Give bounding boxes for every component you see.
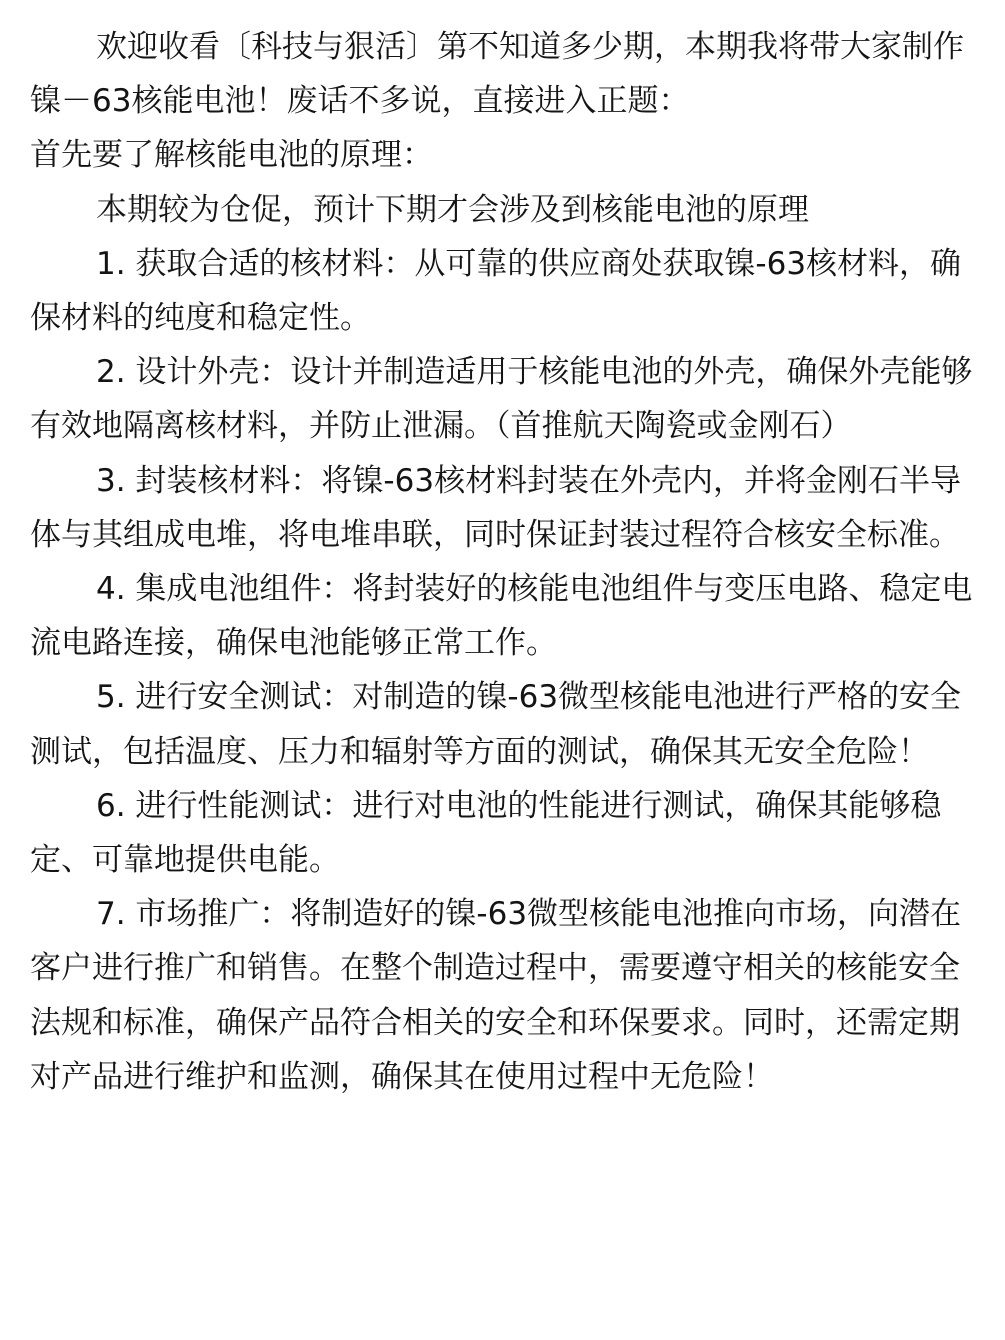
article-body bbox=[30, 20, 985, 1104]
step-7: 7. 市场推广：将制造好的镍-63微型核能电池推向市场，向潜在客户进行推广和销售。在整个制造过程中，需要遵守相关的核能安全法规和标准，确保产品符合相关的安全和环保要求。同时，还需定期对产品进行维护和监测，确保其在使用过程中无危险！ bbox=[30, 896, 962, 1095]
principle-note: 本期较为仓促，预计下期才会涉及到核能电池的原理 bbox=[96, 191, 809, 228]
principle-heading: 首先要了解核能电池的原理： bbox=[30, 137, 433, 174]
step-4: 4. 集成电池组件：将封装好的核能电池组件与变压电路、稳定电流电路连接，确保电池能够正常工作。 bbox=[30, 571, 973, 662]
step-3: 3. 封装核材料：将镍-63核材料封装在外壳内，并将金刚石半导体与其组成电堆，将电堆串联，同时保证封装过程符合核安全标准。 bbox=[30, 462, 962, 553]
step-1: 1. 获取合适的核材料：从可靠的供应商处获取镍-63核材料，确保材料的纯度和稳定性。 bbox=[30, 245, 962, 337]
step-2: 2. 设计外壳：设计并制造适用于核能电池的外壳，确保外壳能够有效地隔离核材料，并防止泄漏。（首推航天陶瓷或金刚石） bbox=[30, 354, 973, 445]
intro-paragraph: 欢迎收看〔科技与狠活〕第不知道多少期，本期我将带大家制作镍－63核能电池！废话不多说，直接进入正题： bbox=[30, 29, 964, 120]
step-5: 5. 进行安全测试：对制造的镍-63微型核能电池进行严格的安全测试，包括温度、压力和辐射等方面的测试，确保其无安全危险！ bbox=[30, 679, 962, 770]
step-6: 6. 进行性能测试：进行对电池的性能进行测试，确保其能够稳定、可靠地提供电能。 bbox=[30, 787, 942, 879]
